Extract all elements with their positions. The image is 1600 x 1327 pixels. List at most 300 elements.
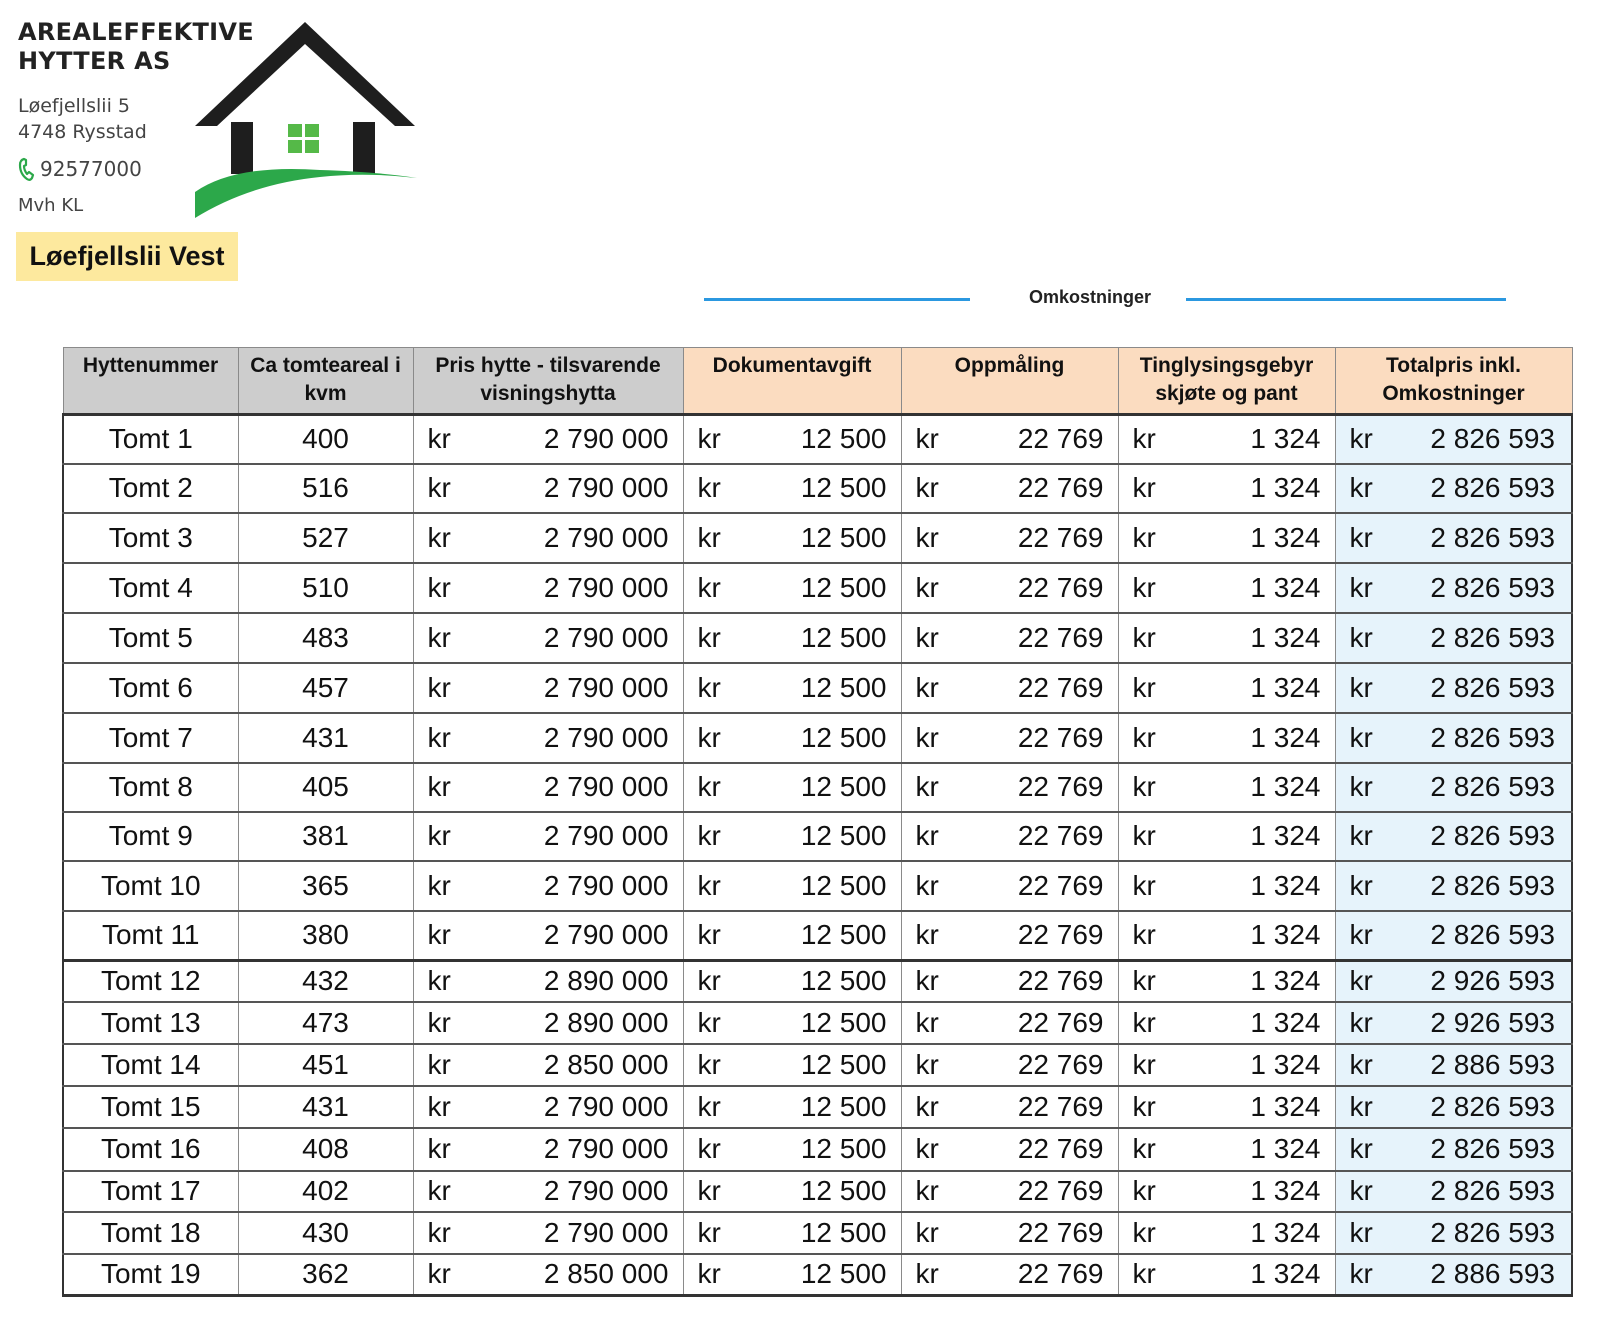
price-cell	[413, 911, 683, 961]
survey-cell	[901, 1086, 1118, 1128]
currency-label: kr	[915, 1006, 939, 1038]
doc-fee-value: 12 500	[800, 671, 887, 703]
survey-cell	[901, 663, 1118, 713]
currency-label: kr	[915, 1048, 939, 1080]
survey-value: 22 769	[1017, 521, 1104, 553]
currency-label: kr	[915, 571, 939, 603]
registration-cell	[1118, 1002, 1335, 1044]
survey-cell	[901, 1044, 1118, 1086]
doc-fee-value: 12 500	[800, 820, 887, 851]
currency-label: kr	[697, 1216, 721, 1248]
doc-fee-value: 12 500	[800, 1048, 887, 1080]
currency-label: kr	[427, 820, 451, 851]
survey-value: 22 769	[1017, 1006, 1104, 1038]
price-value: 2 790 000	[543, 423, 669, 455]
registration-cell	[1118, 1212, 1335, 1254]
currency-label: kr	[915, 869, 939, 901]
survey-value: 22 769	[1017, 621, 1104, 653]
project-title-badge: Løefjellslii Vest	[16, 232, 238, 281]
company-name-line1: AREALEFFEKTIVE	[18, 18, 254, 46]
table-row	[63, 713, 1572, 763]
currency-label: kr	[1349, 919, 1373, 951]
survey-value: 22 769	[1017, 1216, 1104, 1248]
registration-cell	[1118, 961, 1335, 1002]
price-cell	[413, 1086, 683, 1128]
survey-value: 22 769	[1017, 721, 1104, 753]
currency-label: kr	[697, 521, 721, 553]
registration-value: 1 324	[1250, 1090, 1321, 1122]
survey-cell	[901, 812, 1118, 861]
doc-fee-cell	[683, 1171, 901, 1212]
total-value: 2 826 593	[1430, 1216, 1555, 1248]
currency-label: kr	[427, 1090, 451, 1122]
doc-fee-cell	[683, 1128, 901, 1171]
total-value: 2 826 593	[1430, 721, 1555, 753]
header-registration: Tinglysingsgebyr skjøte og pant	[1118, 348, 1335, 415]
table-row	[63, 1002, 1572, 1044]
total-value: 2 826 593	[1430, 1090, 1555, 1122]
doc-fee-cell	[683, 663, 901, 713]
price-cell	[413, 513, 683, 563]
currency-label: kr	[1132, 1048, 1156, 1080]
area-cell: 432	[238, 961, 413, 1002]
currency-label: kr	[1132, 1216, 1156, 1248]
currency-label: kr	[427, 1258, 451, 1290]
area-cell: 483	[238, 613, 413, 663]
area-cell: 510	[238, 563, 413, 613]
doc-fee-value: 12 500	[800, 423, 887, 455]
currency-label: kr	[427, 919, 451, 951]
currency-label: kr	[427, 721, 451, 753]
lot-cell: Tomt 14	[63, 1044, 238, 1086]
doc-fee-cell	[683, 1044, 901, 1086]
total-cell	[1335, 513, 1572, 563]
table-row	[63, 464, 1572, 513]
lot-cell: Tomt 4	[63, 563, 238, 613]
total-cell	[1335, 563, 1572, 613]
registration-value: 1 324	[1250, 919, 1321, 951]
costs-divider-right	[1186, 298, 1506, 301]
table-row	[63, 812, 1572, 861]
area-cell: 516	[238, 464, 413, 513]
survey-value: 22 769	[1017, 1090, 1104, 1122]
currency-label: kr	[427, 571, 451, 603]
currency-label: kr	[1132, 423, 1156, 455]
currency-label: kr	[1349, 820, 1373, 851]
total-value: 2 826 593	[1430, 1133, 1555, 1164]
registration-cell	[1118, 663, 1335, 713]
price-cell	[413, 1254, 683, 1296]
table-row	[63, 911, 1572, 961]
doc-fee-value: 12 500	[800, 1175, 887, 1206]
currency-label: kr	[427, 423, 451, 455]
registration-cell	[1118, 513, 1335, 563]
registration-value: 1 324	[1250, 423, 1321, 455]
registration-value: 1 324	[1250, 1133, 1321, 1164]
lot-cell: Tomt 2	[63, 464, 238, 513]
survey-value: 22 769	[1017, 1048, 1104, 1080]
survey-value: 22 769	[1017, 472, 1104, 503]
currency-label: kr	[697, 1175, 721, 1206]
price-value: 2 790 000	[543, 1090, 669, 1122]
doc-fee-value: 12 500	[800, 965, 887, 997]
doc-fee-cell	[683, 464, 901, 513]
price-cell	[413, 812, 683, 861]
price-cell	[413, 961, 683, 1002]
lot-cell: Tomt 9	[63, 812, 238, 861]
currency-label: kr	[427, 1006, 451, 1038]
area-cell: 430	[238, 1212, 413, 1254]
currency-label: kr	[915, 1133, 939, 1164]
header-total: Totalpris inkl. Omkostninger	[1335, 348, 1572, 415]
house-icon	[195, 22, 420, 222]
currency-label: kr	[1349, 1258, 1373, 1290]
doc-fee-cell	[683, 613, 901, 663]
registration-value: 1 324	[1250, 1175, 1321, 1206]
area-cell: 451	[238, 1044, 413, 1086]
price-cell	[413, 713, 683, 763]
currency-label: kr	[1132, 1258, 1156, 1290]
currency-label: kr	[1349, 1048, 1373, 1080]
registration-value: 1 324	[1250, 1258, 1321, 1290]
price-cell	[413, 1002, 683, 1044]
currency-label: kr	[915, 965, 939, 997]
price-cell	[413, 1171, 683, 1212]
registration-cell	[1118, 415, 1335, 464]
currency-label: kr	[915, 919, 939, 951]
registration-value: 1 324	[1250, 820, 1321, 851]
currency-label: kr	[427, 521, 451, 553]
survey-value: 22 769	[1017, 1133, 1104, 1164]
doc-fee-cell	[683, 415, 901, 464]
currency-label: kr	[427, 771, 451, 802]
currency-label: kr	[697, 1090, 721, 1122]
price-value: 2 790 000	[543, 771, 669, 802]
doc-fee-value: 12 500	[800, 472, 887, 503]
doc-fee-cell	[683, 513, 901, 563]
total-value: 2 826 593	[1430, 571, 1555, 603]
survey-value: 22 769	[1017, 671, 1104, 703]
total-cell	[1335, 861, 1572, 911]
currency-label: kr	[697, 1133, 721, 1164]
table-row	[63, 563, 1572, 613]
survey-cell	[901, 513, 1118, 563]
price-table	[62, 347, 1573, 1297]
doc-fee-value: 12 500	[800, 1006, 887, 1038]
doc-fee-value: 12 500	[800, 521, 887, 553]
currency-label: kr	[915, 1175, 939, 1206]
currency-label: kr	[1349, 621, 1373, 653]
lot-cell: Tomt 13	[63, 1002, 238, 1044]
currency-label: kr	[1349, 1133, 1373, 1164]
doc-fee-value: 12 500	[800, 1090, 887, 1122]
costs-label: Omkostninger	[1028, 287, 1152, 307]
price-value: 2 890 000	[543, 965, 669, 997]
currency-label: kr	[427, 472, 451, 503]
survey-cell	[901, 1002, 1118, 1044]
currency-label: kr	[915, 1216, 939, 1248]
area-cell: 473	[238, 1002, 413, 1044]
survey-value: 22 769	[1017, 771, 1104, 802]
lot-cell: Tomt 18	[63, 1212, 238, 1254]
total-value: 2 826 593	[1430, 472, 1555, 503]
total-value: 2 826 593	[1430, 621, 1555, 653]
total-cell	[1335, 812, 1572, 861]
currency-label: kr	[697, 671, 721, 703]
total-value: 2 826 593	[1430, 919, 1555, 951]
registration-cell	[1118, 613, 1335, 663]
survey-cell	[901, 1212, 1118, 1254]
doc-fee-cell	[683, 911, 901, 961]
survey-cell	[901, 1128, 1118, 1171]
doc-fee-value: 12 500	[800, 869, 887, 901]
price-cell	[413, 563, 683, 613]
currency-label: kr	[697, 1048, 721, 1080]
registration-cell	[1118, 1086, 1335, 1128]
survey-cell	[901, 861, 1118, 911]
price-value: 2 790 000	[543, 521, 669, 553]
area-cell: 431	[238, 713, 413, 763]
doc-fee-value: 12 500	[800, 1258, 887, 1290]
currency-label: kr	[697, 1006, 721, 1038]
currency-label: kr	[697, 721, 721, 753]
costs-divider-left	[704, 298, 970, 301]
currency-label: kr	[1349, 671, 1373, 703]
price-cell	[413, 763, 683, 812]
price-cell	[413, 1212, 683, 1254]
survey-cell	[901, 961, 1118, 1002]
table-row	[63, 1254, 1572, 1296]
currency-label: kr	[915, 521, 939, 553]
survey-value: 22 769	[1017, 919, 1104, 951]
currency-label: kr	[1349, 771, 1373, 802]
total-cell	[1335, 763, 1572, 812]
price-cell	[413, 613, 683, 663]
price-value: 2 890 000	[543, 1006, 669, 1038]
price-value: 2 790 000	[543, 721, 669, 753]
table-body	[63, 415, 1572, 1296]
price-cell	[413, 1044, 683, 1086]
total-cell	[1335, 1128, 1572, 1171]
price-value: 2 790 000	[543, 1175, 669, 1206]
company-name-line2: HYTTER AS	[18, 47, 171, 75]
area-cell: 400	[238, 415, 413, 464]
area-cell: 405	[238, 763, 413, 812]
lot-cell: Tomt 11	[63, 911, 238, 961]
currency-label: kr	[1349, 472, 1373, 503]
doc-fee-cell	[683, 812, 901, 861]
currency-label: kr	[1132, 571, 1156, 603]
price-value: 2 790 000	[543, 919, 669, 951]
table-row	[63, 763, 1572, 812]
currency-label: kr	[427, 1216, 451, 1248]
lot-cell: Tomt 1	[63, 415, 238, 464]
header-doc-fee: Dokumentavgift	[683, 348, 901, 415]
registration-cell	[1118, 464, 1335, 513]
survey-value: 22 769	[1017, 423, 1104, 455]
price-value: 2 790 000	[543, 820, 669, 851]
lot-cell: Tomt 12	[63, 961, 238, 1002]
currency-label: kr	[1349, 1006, 1373, 1038]
area-cell: 365	[238, 861, 413, 911]
table-row	[63, 513, 1572, 563]
doc-fee-value: 12 500	[800, 1216, 887, 1248]
total-value: 2 826 593	[1430, 820, 1555, 851]
currency-label: kr	[915, 721, 939, 753]
total-value: 2 886 593	[1430, 1048, 1555, 1080]
currency-label: kr	[1132, 965, 1156, 997]
header-price: Pris hytte - tilsvarende visningshytta	[413, 348, 683, 415]
currency-label: kr	[427, 869, 451, 901]
doc-fee-value: 12 500	[800, 771, 887, 802]
doc-fee-value: 12 500	[800, 919, 887, 951]
area-cell: 457	[238, 663, 413, 713]
currency-label: kr	[697, 1258, 721, 1290]
table-row	[63, 861, 1572, 911]
currency-label: kr	[697, 820, 721, 851]
total-value: 2 926 593	[1430, 965, 1555, 997]
area-cell: 408	[238, 1128, 413, 1171]
currency-label: kr	[427, 1048, 451, 1080]
survey-value: 22 769	[1017, 869, 1104, 901]
table-row	[63, 1212, 1572, 1254]
header-lot: Hyttenummer	[63, 348, 238, 415]
lot-cell: Tomt 10	[63, 861, 238, 911]
doc-fee-value: 12 500	[800, 721, 887, 753]
price-value: 2 790 000	[543, 621, 669, 653]
currency-label: kr	[1349, 721, 1373, 753]
currency-label: kr	[1132, 869, 1156, 901]
doc-fee-cell	[683, 1002, 901, 1044]
total-cell	[1335, 613, 1572, 663]
registration-cell	[1118, 563, 1335, 613]
table-row	[63, 1128, 1572, 1171]
survey-cell	[901, 1171, 1118, 1212]
registration-cell	[1118, 1128, 1335, 1171]
survey-cell	[901, 763, 1118, 812]
total-cell	[1335, 1086, 1572, 1128]
registration-cell	[1118, 1254, 1335, 1296]
total-value: 2 826 593	[1430, 521, 1555, 553]
total-value: 2 826 593	[1430, 1175, 1555, 1206]
total-value: 2 826 593	[1430, 771, 1555, 802]
currency-label: kr	[697, 423, 721, 455]
total-cell	[1335, 1171, 1572, 1212]
header-area: Ca tomteareal i kvm	[238, 348, 413, 415]
currency-label: kr	[1132, 919, 1156, 951]
lot-cell: Tomt 6	[63, 663, 238, 713]
address-line1: Løefjellslii 5	[18, 95, 130, 117]
doc-fee-cell	[683, 713, 901, 763]
area-cell: 431	[238, 1086, 413, 1128]
price-value: 2 790 000	[543, 869, 669, 901]
currency-label: kr	[1132, 521, 1156, 553]
currency-label: kr	[1349, 869, 1373, 901]
lot-cell: Tomt 15	[63, 1086, 238, 1128]
table-row	[63, 1171, 1572, 1212]
price-value: 2 790 000	[543, 1133, 669, 1164]
survey-value: 22 769	[1017, 571, 1104, 603]
registration-cell	[1118, 1044, 1335, 1086]
lot-cell: Tomt 5	[63, 613, 238, 663]
currency-label: kr	[427, 1175, 451, 1206]
registration-value: 1 324	[1250, 671, 1321, 703]
total-value: 2 826 593	[1430, 671, 1555, 703]
table-row	[63, 663, 1572, 713]
currency-label: kr	[915, 423, 939, 455]
registration-value: 1 324	[1250, 869, 1321, 901]
currency-label: kr	[1349, 1216, 1373, 1248]
doc-fee-value: 12 500	[800, 621, 887, 653]
currency-label: kr	[1132, 1133, 1156, 1164]
survey-cell	[901, 1254, 1118, 1296]
table-row	[63, 415, 1572, 464]
currency-label: kr	[697, 965, 721, 997]
address-line2: 4748 Rysstad	[18, 121, 147, 143]
table-header-row	[63, 348, 1572, 415]
area-cell: 402	[238, 1171, 413, 1212]
doc-fee-cell	[683, 1086, 901, 1128]
signature-text: Mvh KL	[18, 195, 84, 216]
registration-cell	[1118, 861, 1335, 911]
doc-fee-cell	[683, 563, 901, 613]
lot-cell: Tomt 16	[63, 1128, 238, 1171]
total-value: 2 826 593	[1430, 423, 1555, 455]
lot-cell: Tomt 19	[63, 1254, 238, 1296]
price-cell	[413, 464, 683, 513]
table-row	[63, 961, 1572, 1002]
doc-fee-value: 12 500	[800, 1133, 887, 1164]
registration-value: 1 324	[1250, 621, 1321, 653]
lot-cell: Tomt 3	[63, 513, 238, 563]
total-cell	[1335, 464, 1572, 513]
survey-cell	[901, 713, 1118, 763]
total-cell	[1335, 1044, 1572, 1086]
registration-cell	[1118, 763, 1335, 812]
registration-value: 1 324	[1250, 965, 1321, 997]
currency-label: kr	[427, 1133, 451, 1164]
doc-fee-value: 12 500	[800, 571, 887, 603]
survey-value: 22 769	[1017, 1175, 1104, 1206]
price-cell	[413, 415, 683, 464]
currency-label: kr	[697, 771, 721, 802]
currency-label: kr	[1132, 1175, 1156, 1206]
registration-cell	[1118, 1171, 1335, 1212]
price-value: 2 850 000	[543, 1048, 669, 1080]
total-cell	[1335, 415, 1572, 464]
total-value: 2 886 593	[1430, 1258, 1555, 1290]
doc-fee-cell	[683, 1254, 901, 1296]
currency-label: kr	[915, 820, 939, 851]
currency-label: kr	[915, 1258, 939, 1290]
price-value: 2 790 000	[543, 1216, 669, 1248]
price-value: 2 850 000	[543, 1258, 669, 1290]
phone-icon	[18, 156, 38, 182]
currency-label: kr	[915, 771, 939, 802]
currency-label: kr	[697, 472, 721, 503]
header-survey: Oppmåling	[901, 348, 1118, 415]
registration-cell	[1118, 812, 1335, 861]
registration-value: 1 324	[1250, 571, 1321, 603]
currency-label: kr	[1132, 1090, 1156, 1122]
registration-value: 1 324	[1250, 1006, 1321, 1038]
currency-label: kr	[1349, 423, 1373, 455]
currency-label: kr	[697, 571, 721, 603]
registration-cell	[1118, 713, 1335, 763]
total-cell	[1335, 961, 1572, 1002]
price-value: 2 790 000	[543, 472, 669, 503]
total-cell	[1335, 1254, 1572, 1296]
